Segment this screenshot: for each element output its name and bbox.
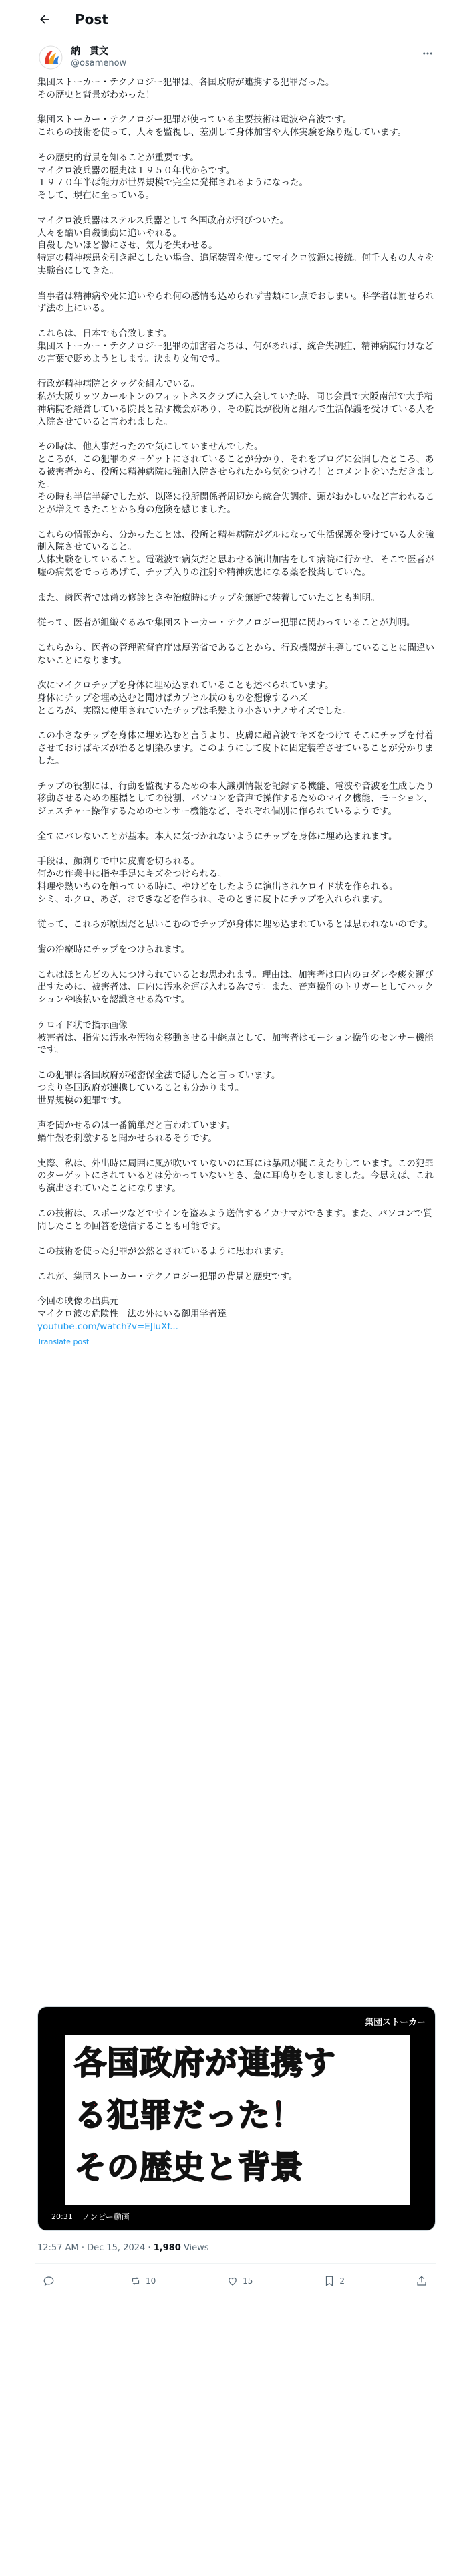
post-meta: [37, 2242, 209, 2255]
avatar[interactable]: [39, 45, 63, 70]
post-paragraph: これらは、日本でも合致します。 集団ストーカー・テクノロジー犯罪の加害者たちは、何があれば、統合失調症、精神病院行けなどの言葉で貶めようとします。決まり文句です。: [37, 328, 434, 364]
bookmark-count: 2: [339, 2276, 345, 2286]
bookmark-button[interactable]: [323, 2275, 345, 2287]
post-paragraph: 集団ストーカー・テクノロジー犯罪が使っている主要技術は電波や音波です。 これらの技術を使って、人々を監視し、差別して身体加害や人体実験を繰り返しています。: [37, 114, 407, 138]
share-button[interactable]: [416, 2275, 428, 2287]
author-row: [35, 41, 436, 75]
post-paragraph: 声を聞かせるのは一番簡単だと言われています。 蝸牛殻を刺激すると聞かせられるそうです。: [37, 1120, 235, 1144]
video-thumbnail[interactable]: [37, 2006, 436, 2231]
post-paragraph: この犯罪は各国政府が秘密保全法で隠したと言っています。 つまり各国政府が連携していることも分かります。 世界規模の犯罪です。: [37, 1069, 281, 1106]
post-body: [37, 76, 438, 1348]
back-button[interactable]: [35, 9, 55, 29]
more-options-button[interactable]: [420, 45, 436, 62]
post-timestamp[interactable]: 12:57 AM · Dec 15, 2024: [37, 2243, 146, 2253]
post-paragraph: 歯の治療時にチップをつけられます。: [37, 944, 190, 955]
post-header: [0, 0, 451, 39]
post-paragraph: これらの情報から、分かったことは、役所と精神病院がグルになって生活保護を受けている人を強制入院させていること。 人体実験をしていること。電磁波で病気だと思わせる演出加害をして病院に行かせ、そこで医者が嘘の病気をでっちあげて、チップ入りの注射や精神疾患になる薬を投薬していた。: [37, 529, 434, 578]
source-heading: 今回の映像の出典元: [37, 1296, 119, 1307]
divider: [35, 2263, 436, 2264]
media-title-line: る犯罪だった！: [74, 2097, 304, 2134]
post-paragraph: マイクロ波兵器はステルス兵器として各国政府が飛びついた。 人々を酷い自殺衝動に追いやれる。 自殺したいほど鬱にさせ、気力を失わせる。 特定の精神疾患を引き起こしたい場合、追尾装置を使ってマイクロ波源に接続。何千人もの人々を実験台にしてきた。: [37, 215, 434, 276]
post-paragraph: その時は、他人事だったので気にしていませんでした。 ところが、この犯罪のターゲットにされていることが分かり、それをブログに公開したところ、ある被害者から、役所に精神病院に強制入院させられたから気をつけろ！とコメントをいただきました。 その時も半信半疑でしたが、以降に役所関係者周辺から統合失調症、頭がおかしいなど言われることが増えてきたことから身の危険を感じました。: [37, 441, 434, 516]
post-paragraph: これが、集団ストーカー・テクノロジー犯罪の背景と歴史です。: [37, 1271, 298, 1282]
post-paragraph: 行政が精神病院とタッグを組んでいる。 私が大阪リッツカールトンのフィットネスクラブに入会していた時、同じ会員で大阪南部で大手精神病院を経営している院長と話す機会があり、その院長が役所と組んで生活保護を受けている人を入院させていると言われました。: [37, 379, 434, 427]
translate-post-link[interactable]: Translate post: [37, 1337, 90, 1346]
post-paragraph: 実際、私は、外出時に周囲に風が吹いていないのに耳には暴風が聞こえたりしています。この犯罪のターゲットにされているとは分かっていないとき、急に耳鳴りをしましました。今思えば、これも演出されていたことになります。: [37, 1158, 434, 1194]
post-paragraph: 全てにバレないことが基本。本人に気づかれないようにチップを身体に埋め込まれます。: [37, 831, 398, 842]
views-label: Views: [180, 2243, 209, 2253]
source-title: マイクロ波の危険性 法の外にいる御用学者達: [37, 1309, 227, 1320]
post-paragraph: 手段は、顔剃りで中に皮膚を切られる。 何かの作業中に指や手足にキズをつけられる。 料理や熱いものを触っている時に、やけどをしたように演出されケロイド状を作られる。 シミ、ホクロ、あざ、おできなどを作られ、そのときに皮下にチップを入れられます。: [37, 856, 398, 905]
post-paragraph: これらから、医者の管理監督官庁は厚労省であることから、行政機関が主導していることに間違いないことになります。: [37, 642, 434, 666]
media-title-card: [65, 2035, 410, 2205]
post-paragraph: これはほとんどの人につけられているとお思われます。理由は、加害者は口内のヨダレや痰を運び出すために、被害者は、口内に汚水を運び入れる為です。また、音声操作のトリガーとしてハックションや咳払いを認識させる為です。: [37, 969, 434, 1006]
post-paragraph: 集団ストーカー・テクノロジー犯罪は、各国政府が連携する犯罪だった。 その歴史と背景がわかった！: [37, 77, 335, 100]
like-button[interactable]: [227, 2275, 253, 2287]
post-paragraph: この小さなチップを身体に埋め込むと言うより、皮膚に超音波でキズをつけてそこにチップを付着させておけばキズが治ると馴染みます。このようにして皮下に固定装着させていることが分かりました。: [37, 730, 434, 767]
arrow-left-icon: [38, 13, 51, 26]
post-paragraph: その歴史的背景を知ることが重要です。 マイクロ波兵器の歴史は１９５０年代からです。 １９７０年半ば能力が世界規模で完全に発揮されるようになった。 そして、現在に至っている。: [37, 152, 308, 201]
video-duration: 20:31: [47, 2211, 77, 2222]
views-count: 1,980: [153, 2243, 181, 2253]
media-footer: [47, 2211, 130, 2222]
repost-icon: [130, 2275, 142, 2287]
post-paragraph: チップの役割には、行動を監視するための本人識別情報を記録する機能、電波や音波を生成したり移動させるための座標としての役割、パソコンを音声で操作するためのマイク機能、モーション、ジェスチャー操作するためのセンサー機能など、それぞれ個別に作られているようです。: [37, 780, 434, 817]
reply-button[interactable]: [43, 2275, 59, 2287]
meta-separator: ·: [145, 2243, 154, 2253]
like-count: 15: [243, 2276, 253, 2286]
share-icon: [416, 2275, 428, 2287]
media-caption: ノンピー動画: [82, 2212, 130, 2222]
post-paragraph: この技術を使った犯罪が公然とされているように思われます。: [37, 1246, 289, 1257]
post-paragraph: 当事者は精神病や死に追いやられ何の感情も込められず書類にレ点でおしまい。科学者は罰せられず法の上にいる。: [37, 290, 434, 314]
action-bar: [35, 2264, 436, 2298]
media-title-line: 各国政府が連携す: [74, 2044, 337, 2082]
media-title-line: その歴史と背景: [74, 2149, 304, 2186]
page-title: Post: [75, 11, 108, 27]
post-paragraph: 次にマイクロチップを身体に埋め込まれていることも述べられています。 身体にチップを埋め込むと聞けばカプセル状のものを想像するハズ ところが、実際に使用されていたチップは毛髪より小さいナノサイズでした。: [37, 680, 352, 716]
post-paragraph: また、歯医者では歯の修診ときや治療時にチップを無断で装着していたことも判明。: [37, 592, 380, 603]
post-paragraph: 従って、これらが原因だと思いこむのでチップが身体に埋め込まれているとは思われないのです。: [37, 919, 434, 930]
repost-button[interactable]: [130, 2275, 156, 2287]
author-handle[interactable]: @osamenow: [71, 58, 127, 68]
source-link[interactable]: youtube.com/watch?v=EJluXf...: [37, 1321, 178, 1332]
post-paragraph: ケロイド状で指示画像 被害者は、指先に汚水や汚物を移動させる中継点として、加害者はモーション操作のセンサー機能です。: [37, 1019, 434, 1056]
bookmark-icon: [323, 2275, 335, 2287]
repost-count: 10: [145, 2276, 156, 2286]
author-display-name[interactable]: 納 貫文: [71, 46, 108, 57]
media-channel-label: 集団ストーカー: [365, 2018, 426, 2028]
reply-icon: [43, 2275, 55, 2287]
more-horizontal-icon: [422, 47, 434, 60]
post-paragraph: 従って、医者が組織ぐるみで集団ストーカー・テクノロジー犯罪に関わっていることが判明。: [37, 617, 416, 629]
post-paragraph: この技術は、スポーツなどでサインを盗みよう送信するイカサマができます。また、パソコンで質問したことの回答を送信することも可能です。: [37, 1208, 432, 1232]
heart-icon: [227, 2275, 239, 2287]
avatar-logo-icon: [39, 45, 63, 70]
